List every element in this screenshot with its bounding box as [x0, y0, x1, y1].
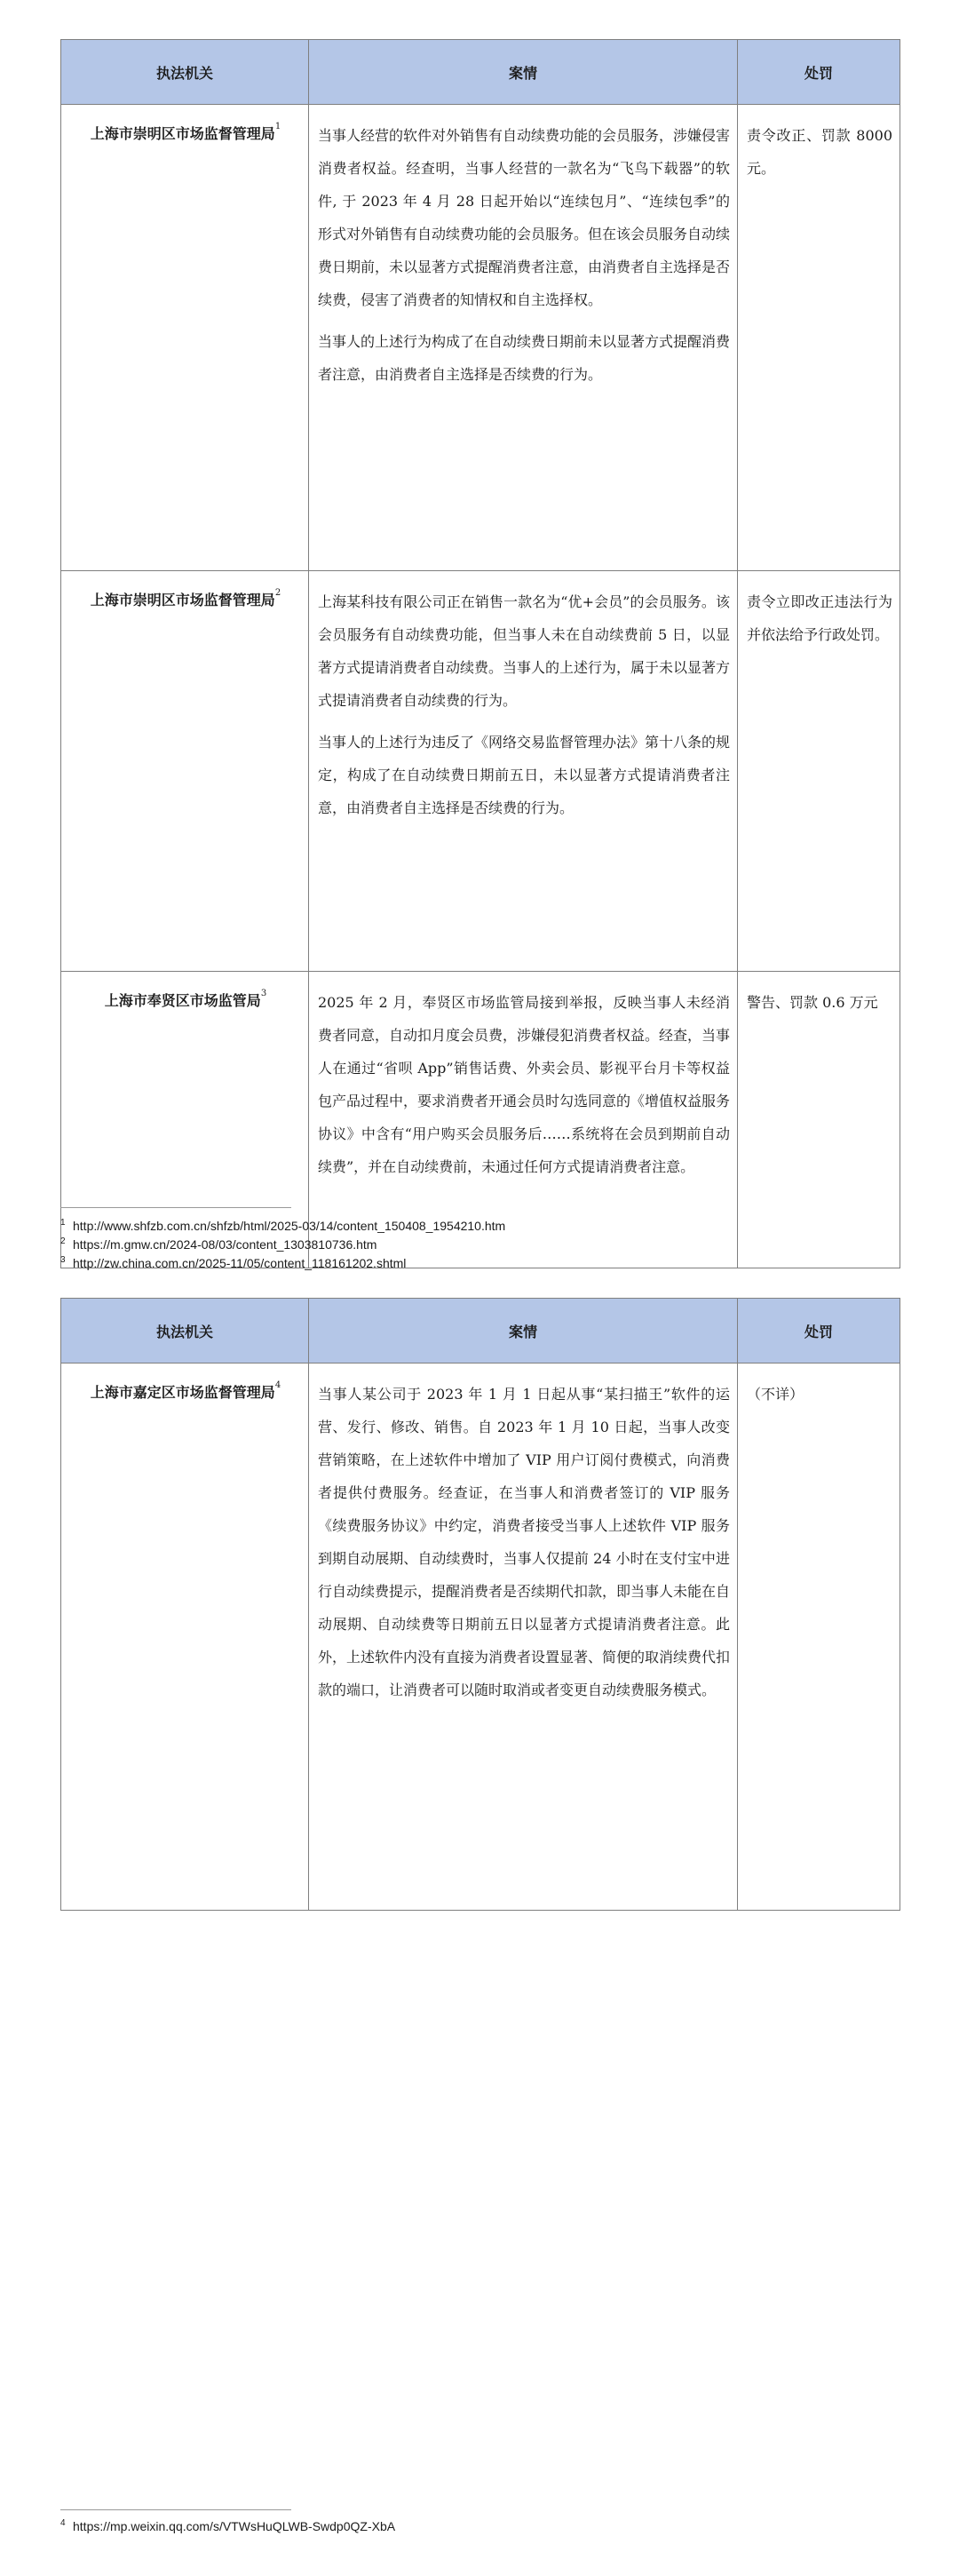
case-paragraph: 当事人某公司于 2023 年 1 月 1 日起从事“某扫描王”软件的运营、发行、修改、销售。自 2023 年 1 月 10 日起，当事人改变营销策略，在上述软件中增加了 VIP 用户订阅付费模式，向消费者提供付费服务。经查证，在当事人和消费者签订的 VIP 服务《续费服务协议》中约定，消费者接受当事人上述软件 VIP 服务到期自动展期、自动续费时，当事人仅提前 24 小时在支付宝中进行自动续费提示，提醒消费者是否续期代扣款，即当事人未能在自动展期、自动续费等日期前五日以显著方式提请消费者注意。此外，上述软件内没有直接为消费者设置显著、简便的取消续费代扣款的端口，让消费者可以随时取消或者变更自动续费服务模式。 — [318, 1386, 731, 1698]
footnotes — [60, 2517, 395, 2536]
table-row — [61, 1364, 900, 1911]
table-header-row — [61, 40, 900, 105]
penalty-cell: 责令改正、罚款 8000 元。 — [738, 105, 900, 571]
footnote-number: 3 — [60, 1255, 66, 1265]
footnote-number: 4 — [60, 2518, 66, 2528]
footnote-marker: 4 — [274, 1380, 281, 1390]
footnote — [60, 1217, 505, 1236]
table-header-row — [61, 1299, 900, 1364]
footnote-link[interactable]: https://mp.weixin.qq.com/s/VTWsHuQLWB-Swdp0QZ-XbA — [73, 2519, 396, 2533]
footnote-divider — [60, 2509, 291, 2510]
footnote — [60, 2517, 395, 2536]
agency-name: 上海市奉贤区市场监管局 — [104, 992, 261, 1009]
header-case: 案情 — [309, 40, 738, 105]
header-agency: 执法机关 — [61, 1299, 309, 1364]
footnotes — [60, 1217, 505, 1273]
footnote-marker: 3 — [260, 989, 267, 998]
footnote-number: 2 — [60, 1236, 66, 1246]
footnote-link[interactable]: https://m.gmw.cn/2024-08/03/content_1303810736.htm — [73, 1237, 377, 1252]
agency-name: 上海市崇明区市场监督管理局 — [90, 125, 275, 142]
header-penalty: 处罚 — [738, 1299, 900, 1364]
agency-name: 上海市崇明区市场监督管理局 — [90, 592, 275, 608]
penalty-cell: 警告、罚款 0.6 万元 — [738, 972, 900, 1268]
agency-cell — [61, 1364, 309, 1911]
case-paragraph: 当事人经营的软件对外销售有自动续费功能的会员服务，涉嫌侵害消费者权益。经查明，当事人经营的一款名为“飞鸟下载器”的软件, 于 2023 年 4 月 28 日起开始以“连续包月”、“连续包季”的形式对外销售有自动续费功能的会员服务。但在该会员服务自动续费日期前，未以显著方式提醒消费者注意，由消费者自主选择是否续费，侵害了消费者的知情权和自主选择权。 — [318, 127, 731, 308]
footnote-link[interactable]: http://www.shfzb.com.cn/shfzb/html/2025-03/14/content_150408_1954210.htm — [73, 1219, 506, 1233]
agency-cell — [61, 105, 309, 571]
penalty-cell: （不详） — [738, 1364, 900, 1911]
case-cell — [309, 1364, 738, 1911]
case-paragraph: 当事人的上述行为违反了《网络交易监督管理办法》第十八条的规定，构成了在自动续费日期前五日，未以显著方式提请消费者注意，由消费者自主选择是否续费的行为。 — [318, 734, 731, 816]
case-cell — [309, 105, 738, 571]
footnote-divider — [60, 1207, 291, 1208]
header-case: 案情 — [309, 1299, 738, 1364]
header-penalty: 处罚 — [738, 40, 900, 105]
footnote-marker: 2 — [274, 588, 281, 598]
case-paragraph: 2025 年 2 月，奉贤区市场监管局接到举报，反映当事人未经消费者同意，自动扣月度会员费，涉嫌侵犯消费者权益。经查，当事人在通过“省呗 App”销售话费、外卖会员、影视平台月卡等权益包产品过程中，要求消费者开通会员时勾选同意的《增值权益服务协议》中含有“用户购买会员服务后……系统将在会员到期前自动续费”，并在自动续费前，未通过任何方式提请消费者注意。 — [318, 994, 731, 1175]
footnote — [60, 1254, 505, 1273]
table-row — [61, 571, 900, 972]
table-row — [61, 105, 900, 571]
penalty-cases-table — [60, 1298, 900, 1911]
footnote-link[interactable]: http://zw.china.com.cn/2025-11/05/content_118161202.shtml — [73, 1256, 407, 1270]
footnote — [60, 1236, 505, 1254]
footnote-number: 1 — [60, 1218, 66, 1228]
penalty-cell: 责令立即改正违法行为并依法给予行政处罚。 — [738, 571, 900, 972]
penalty-cases-table — [60, 39, 900, 1268]
agency-cell — [61, 571, 309, 972]
case-cell — [309, 571, 738, 972]
case-paragraph: 上海某科技有限公司正在销售一款名为“优+会员”的会员服务。该会员服务有自动续费功能，但当事人未在自动续费前 5 日，以显著方式提请消费者自动续费。当事人的上述行为，属于未以显著方式提请消费者自动续费的行为。 — [318, 593, 731, 709]
header-agency: 执法机关 — [61, 40, 309, 105]
case-paragraph: 当事人的上述行为构成了在自动续费日期前未以显著方式提醒消费者注意，由消费者自主选择是否续费的行为。 — [318, 333, 731, 383]
footnote-marker: 1 — [274, 122, 281, 131]
agency-name: 上海市嘉定区市场监督管理局 — [90, 1384, 275, 1401]
